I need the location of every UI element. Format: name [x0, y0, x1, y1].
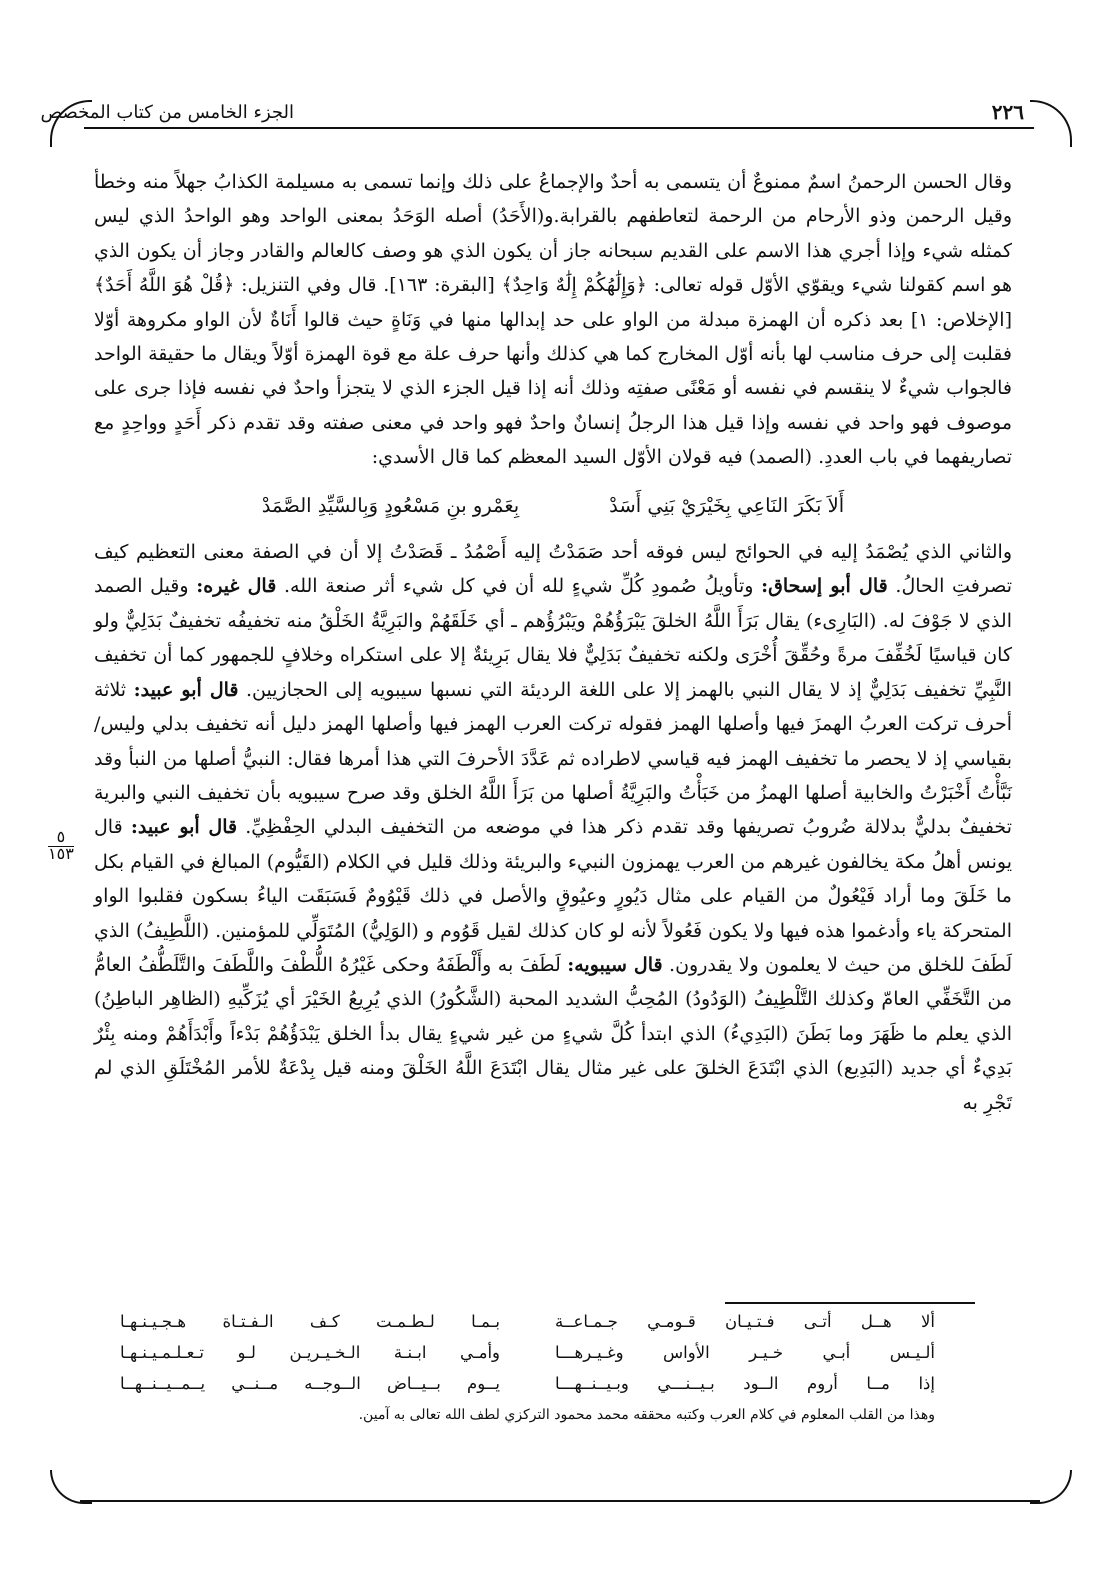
text-run: والثاني الذي يُصْمَدُ إليه في الحوائج ليس فوقه أحد صَمَدْتُ إليه أَصْمُدُ ـ قَصَدْتُ إلا أن في الصفة معنى التعظيم كيف تصرفتِ الحالُ.	[94, 541, 1013, 598]
margin-ref-top: ٥	[48, 830, 74, 847]
poem-verse	[94, 489, 1012, 523]
speaker-label: قال غيره:	[196, 575, 277, 598]
footnote-verse	[120, 1343, 935, 1374]
frame-corner	[1030, 1470, 1072, 1504]
text-run: قال يونس أهلُ مكة يخالفون غيرهم من العرب يهمزون النبيء والبريئة وذلك قليل في الكلام (القَيُّوم) المبالغ في القيام بكل ما خَلَقَ وما أراد فَيْعُولٌ من القيام على مثال دَيُورٍ وعيُوقٍ والأصل في ذلك قَيْوُومٌ فَسَبَقَت الياءُ بسكون فقلبوا الواو المتحركة ياء وأدغموا هذه فيها ولا يكون فَعُولاً لأنه لو كان كذلك لقيل قَوُوم و (الوَلِيُّ) المُتَوَلِّي للمؤمنين. (اللَّطِيفُ) الذي لَطَفَ للخلق من حيث لا يعلمون ولا يقدرون.	[94, 816, 1013, 976]
paragraph: وقال الحسن الرحمنُ اسمٌ ممنوعٌ أن يتسمى به أحدٌ والإجماعُ على ذلك وإنما تسمى به مسيلمة الكذابُ جهلاً منه وخطأ وقيل الرحمن وذو الأرحام من الرحمة لتعاطفهم بالقرابة.و(الأَحَدُ) أصله الوَحَدُ بمعنى الواحد وهو الواحدُ الذي ليس كمثله شيء وإذا أجري هذا الاسم على القديم سبحانه جاز أن يكون الذي هو وصف كالعالم والقادر وجاز أن يكون الذي هو اسم كقولنا شيء ويقوّي الأوّل قوله تعالى: ﴿وَإِلَٰهُكُمْ إِلَٰهٌ وَاحِدٌ﴾ [البقرة: ١٦٣]. قال وفي التنزيل: ﴿قُلْ هُوَ اللَّهُ أَحَدٌ﴾ [الإخلاص: ١] بعد ذكره أن الهمزة مبدلة من الواو على حد إبدالها منها في وَنَاةٍ حيث قالوا أَنَاةٌ لأن الواو مكروهة أوّلا فقلبت إلى حرف مناسب لها بأنه أوّل المخارج كما هي كذلك وأنها حرف علة مع قوة الهمزة أوّلاً ويقال ما حقيقة الواحد فالجواب شيءٌ لا ينقسم في نفسه أو مَعْنًى صفتِه وذلك أنه إذا قيل الجزء الذي لا يتجزأ واحدٌ في نفسه فإذا جرى على موصوف فهو واحد في نفسه وإذا قيل هذا الرجلُ إنسانٌ واحدٌ فهو واحد في معنى صفته وقد تقدم ذكر أَحَدٍ وواحِدٍ مع تصاريفهما في باب العددِ. (الصمد) فيه قولان الأوّل السيد المعظم كما قال الأسدي:	[94, 171, 1012, 469]
verse-first-hemistich: أَلاَ بَكَرَ النَاعِي بِخَيْرَيْ بَنِي أَسَدْ	[609, 493, 845, 517]
footnote-hemistich: يــوم بــيــاض الــوجــه مــنــي يــمــيــنــهــا	[120, 1374, 500, 1393]
footnote-note: وهذا من القلب المعلوم في كلام العرب وكتبه محققه محمد محمود التركزي لطف الله تعالى به آمين.	[358, 1407, 935, 1423]
margin-reference	[48, 827, 74, 863]
speaker-label: قال أبو إسحاق:	[761, 575, 888, 598]
speaker-label: قال أبو عبيد:	[130, 816, 238, 839]
header-rule	[84, 127, 1034, 129]
running-title: الجزء الخامس من كتاب المخصص	[40, 102, 294, 123]
footnote-hemistich: بـمـا لـطـمـت كـف الـفـتـاة هـجـيـنـهـا	[120, 1312, 500, 1331]
footnote-verse	[120, 1312, 935, 1343]
paragraph	[94, 535, 1012, 1120]
speaker-label: قال أبو عبيد:	[133, 678, 239, 701]
frame-corner	[50, 1470, 92, 1504]
footnote-rule	[725, 1302, 975, 1304]
footnote-hemistich: وأمـي ابـنـة الـخـيـريـن لـو تـعـلـمـيـنـهـا	[120, 1343, 500, 1362]
speaker-label: قال سيبويه:	[567, 953, 663, 976]
footer-rule	[80, 1500, 1040, 1502]
text-run: وتأويلُ صُمودِ كُلِّ شيءٍ لله أن في كل شيء أثر صنعة الله.	[284, 575, 754, 598]
text-run: ثلاثة أحرف تركت العربُ الهمزَ فيها وأصلها الهمز فقوله تركت العرب الهمز فيها وأصلها الهمز دليل أنه تخفيف بدلي وليس/ بقياسي إذ لا يحصر ما تخفيف الهمز فيه قياسي لاطراده ثم عَدَّدَ الأحرفَ التي هذا أمرها فقال: النبيُّ أصلها من النبأ وقد نَبَّأْتُ أَخْبَرْتُ والخابية أصلها الهمزُ من خَبَأْتُ والبَرِيَّةُ أصلها من بَرَأَ اللَّهُ الخلق وقد صرح سيبويه بأن تخفيف النبي والبرية تخفيفٌ بدليٌّ بدلالة ضُروبُ تصريفها وقد تقدم ذكر هذا في موضعه من التخفيف البدلي الحِفْظِيِّ.	[94, 678, 1012, 839]
text-run: وقيل الصمد الذي لا جَوْفَ له. (البَارِىء) يقال بَرَأَ اللَّهُ الخلقَ يَبْرَؤُهُمْ ويَبْرُؤُهم ـ أي خَلَقَهُمْ والبَرِيَّةُ الخَلْقُ منه تخفيفُه تخفيفٌ بَدَلِيٌّ ولو كان قياسيًا لَخُفِّفَ مرةً وحُقِّقَ أُخْرَى ولكنه تخفيفٌ بَدَلِيٌّ فلا يقال بَرِيئةٌ إلا على استكراه وخلافٍ للجمهور كما أن تخفيف النَّبِيِّ تخفيف بَدَلِيٌّ إذ لا يقال النبي بالهمز إلا على اللغة الرديئة التي نسبها سيبويه إلى الحجازيين.	[94, 575, 1012, 701]
footnotes	[120, 1312, 935, 1423]
main-text	[94, 165, 1012, 1120]
frame-corner	[1030, 100, 1072, 147]
margin-ref-bottom: ١٥٣	[48, 844, 74, 863]
footnote-verse	[120, 1374, 935, 1405]
running-header	[40, 96, 1034, 126]
page-number: ٢٢٦	[991, 100, 1024, 124]
footnote-hemistich: إذا مــا أروم الــود بـيــنـــي وبـيــنــهـــا	[555, 1374, 935, 1393]
footnote-hemistich: ألـيـس أبـي خـيـر الأواس وغـيـرهـــا	[555, 1343, 935, 1362]
text-run: لَطَفَ به وأَلْطَفَهُ وحكى غَيْرُهُ اللُّطْفَ واللَّطَفَ والتَّلَطُّفُ العامُّ من التَّخَفِّي العامّ وكذلك التَّلْطِيفُ (الوَدُودُ) المُحِبُّ الشديد المحبة (الشَّكُورُ) الذي يُرِيعُ الخَيْرَ أي يُزَكِّيهِ (الظاهِر الباطِنُ) الذي يعلم ما ظَهَرَ وما بَطَنَ (البَدِيءُ) الذي ابتدأ كُلَّ شيءٍ من غير شيءٍ يقال بدأ الخلق يَبْدَؤُهُمْ بَدْءاً وأَبْدَأَهُمْ ومنه بِئْرٌ بَدِيءٌ أي جديد (البَدِيع) الذي ابْتَدَعَ الخلقَ على غير مثال يقال ابْتَدَعَ اللَّهُ الخَلْقَ ومنه قيل بِدْعَةٌ للأمر المُخْتَلَقِ الذي لم تَجْرِ به	[94, 953, 1012, 1114]
verse-second-hemistich: بِعَمْرو بنِ مَسْعُودٍ وَبِالسَّيِّدِ الصَّمَدْ	[261, 493, 520, 517]
footnote-hemistich: ألا هــل أتـى فـتـيـان قـومـي جـمـاعــة	[555, 1312, 935, 1331]
